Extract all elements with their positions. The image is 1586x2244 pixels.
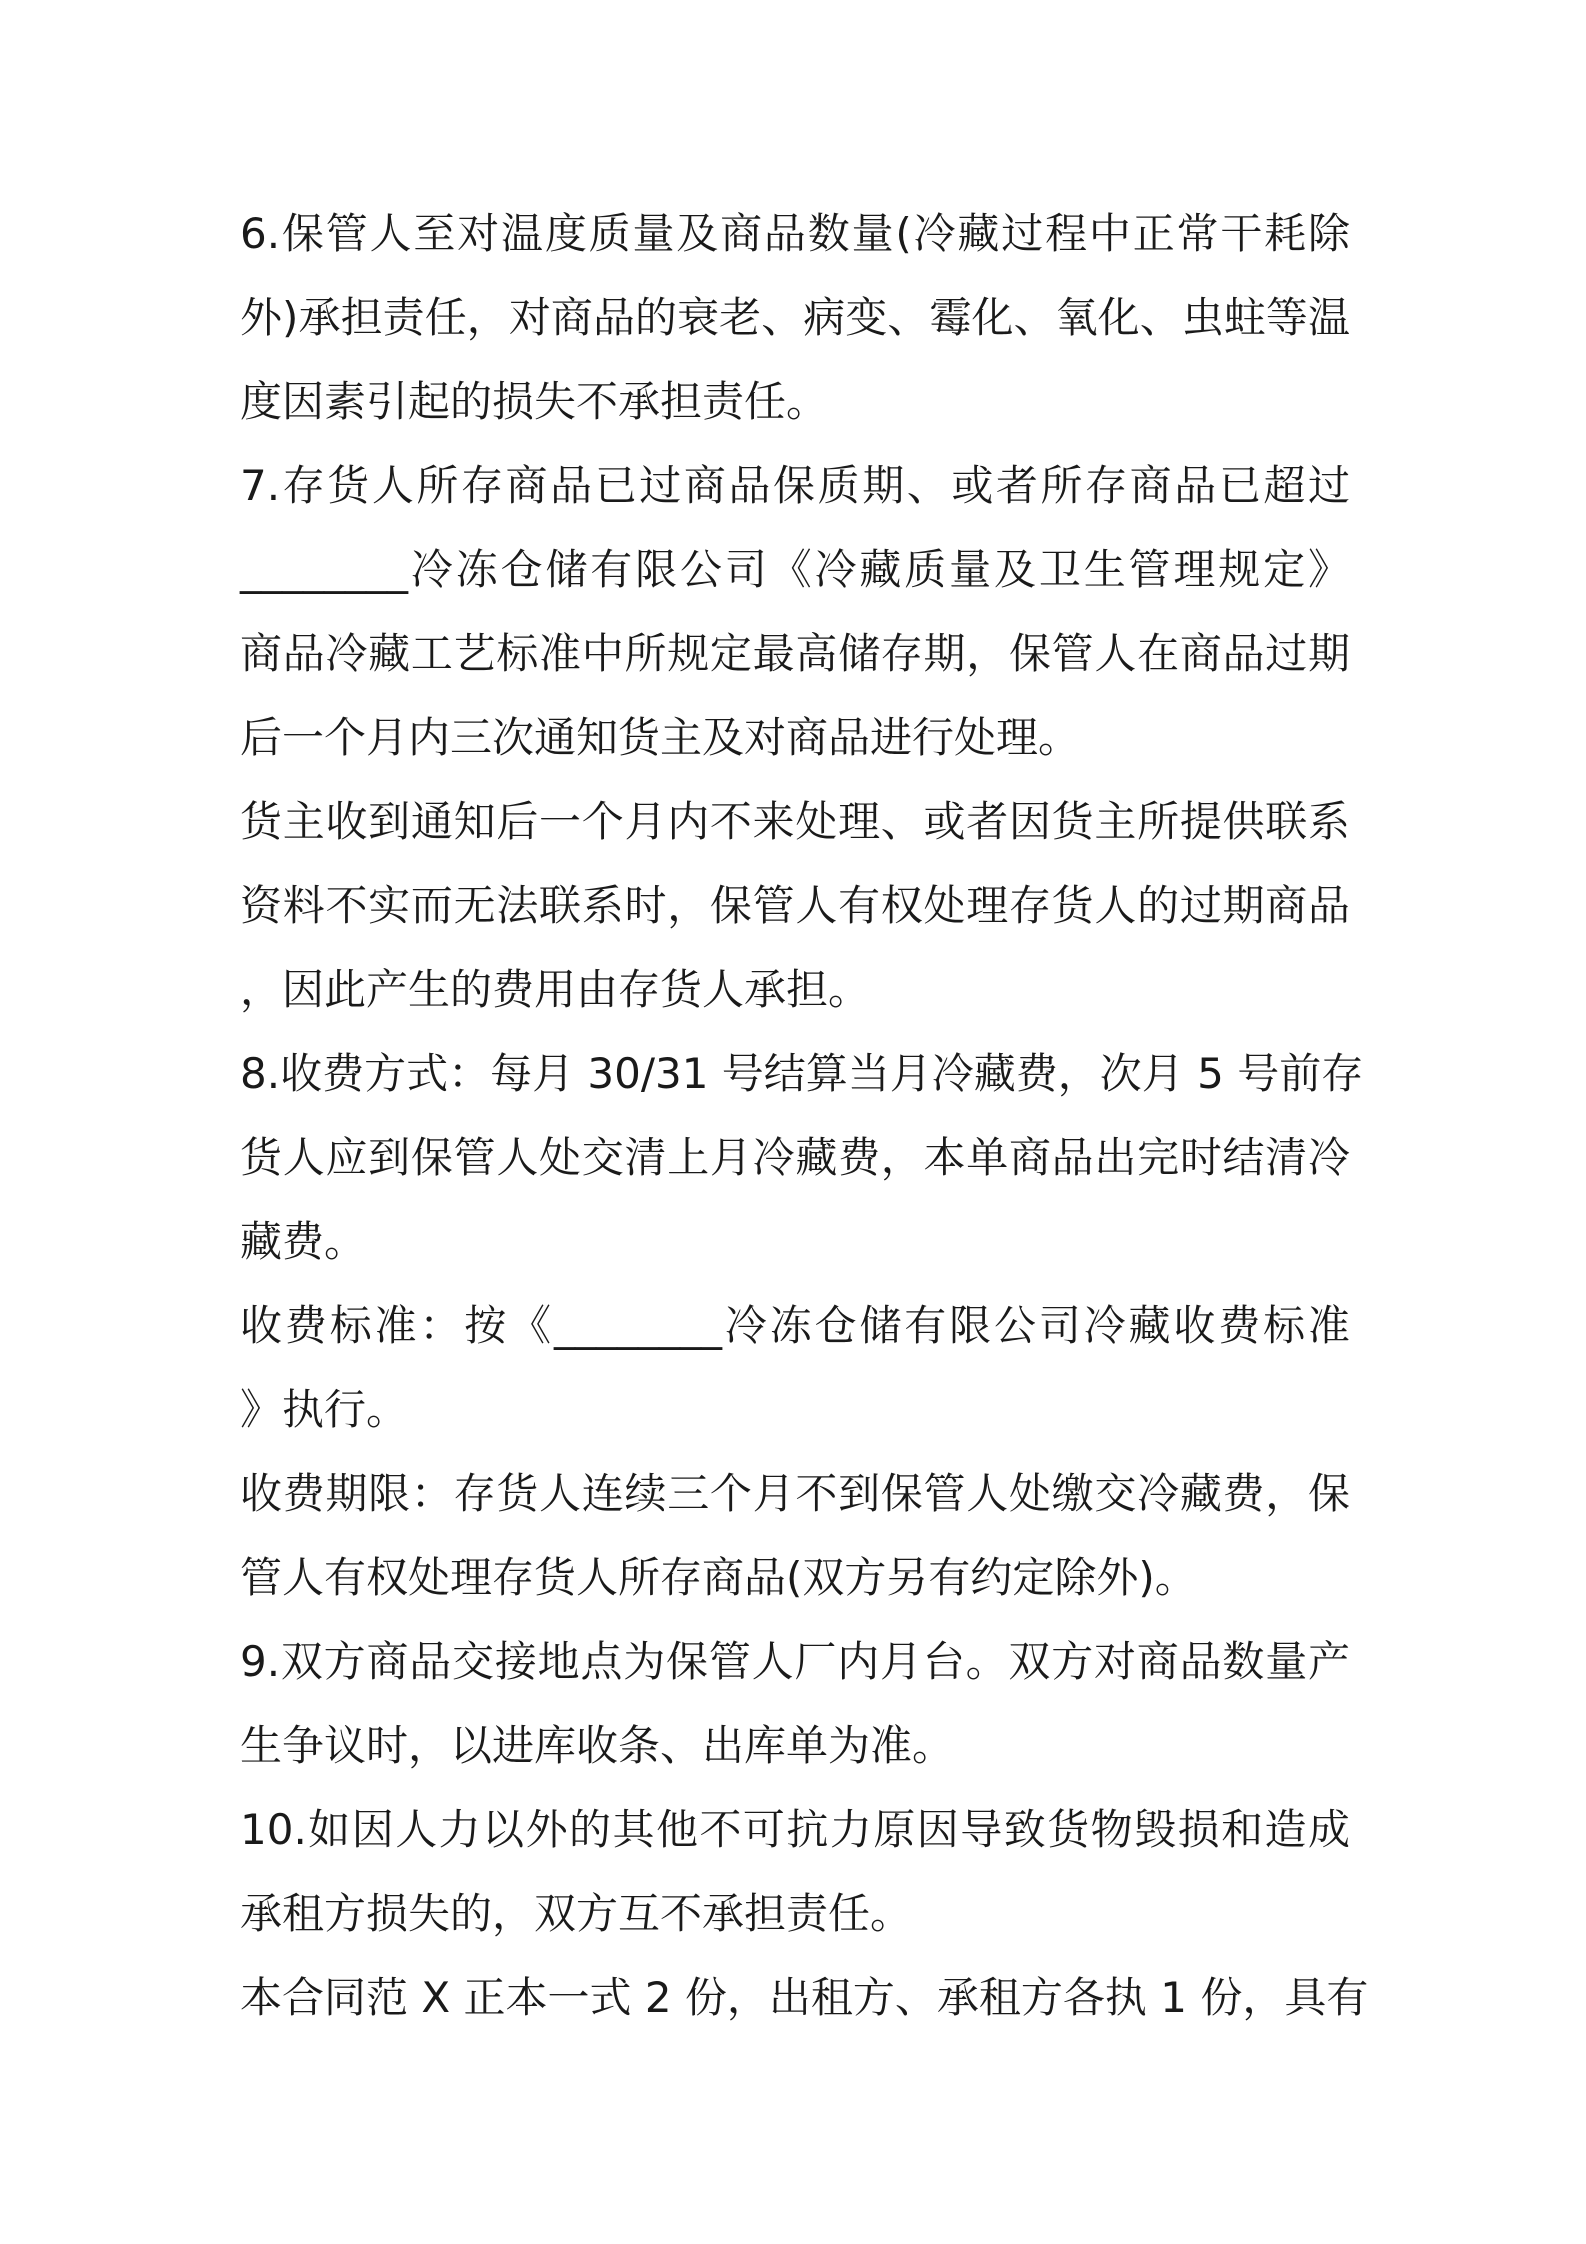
text-line: ________冷冻仓储有限公司《冷藏质量及卫生管理规定》: [240, 545, 1350, 594]
text-line: 货主收到通知后一个月内不来处理、或者因货主所提供联系: [240, 797, 1350, 846]
text-line: 外)承担责任，对商品的衰老、病变、霉化、氧化、虫蛀等温: [240, 293, 1350, 342]
text-line: 8.收费方式：每月 30/31 号结算当月冷藏费，次月 5 号前存: [240, 1049, 1364, 1098]
text-line: 承租方损失的，双方互不承担责任。: [240, 1889, 913, 1938]
text-line: 收费期限：存货人连续三个月不到保管人处缴交冷藏费，保: [240, 1469, 1350, 1518]
text-line: 6.保管人至对温度质量及商品数量(冷藏过程中正常干耗除: [240, 209, 1350, 258]
text-line: 商品冷藏工艺标准中所规定最高储存期，保管人在商品过期: [240, 629, 1350, 678]
text-line: ，因此产生的费用由存货人承担。: [240, 965, 871, 1014]
text-line: 后一个月内三次通知货主及对商品进行处理。: [240, 713, 1081, 762]
text-line: 度因素引起的损失不承担责任。: [240, 377, 829, 426]
text-line: 7.存货人所存商品已过商品保质期、或者所存商品已超过: [240, 461, 1350, 510]
text-line: 9.双方商品交接地点为保管人厂内月台。双方对商品数量产: [240, 1637, 1350, 1686]
text-line: 藏费。: [240, 1217, 367, 1266]
text-line: 生争议时，以进库收条、出库单为准。: [240, 1721, 955, 1770]
text-line: 资料不实而无法联系时，保管人有权处理存货人的过期商品: [240, 881, 1350, 930]
text-line: 管人有权处理存货人所存商品(双方另有约定除外)。: [240, 1553, 1197, 1602]
document-body: [240, 192, 1369, 2040]
text-line: 》执行。: [240, 1385, 409, 1434]
text-line: 收费标准：按《________冷冻仓储有限公司冷藏收费标准: [240, 1301, 1350, 1350]
text-line: 货人应到保管人处交清上月冷藏费，本单商品出完时结清冷: [240, 1133, 1350, 1182]
text-line: 10.如因人力以外的其他不可抗力原因导致货物毁损和造成: [240, 1805, 1350, 1854]
text-line: 本合同范 X 正本一式 2 份，出租方、承租方各执 1 份，具有: [240, 1973, 1369, 2022]
